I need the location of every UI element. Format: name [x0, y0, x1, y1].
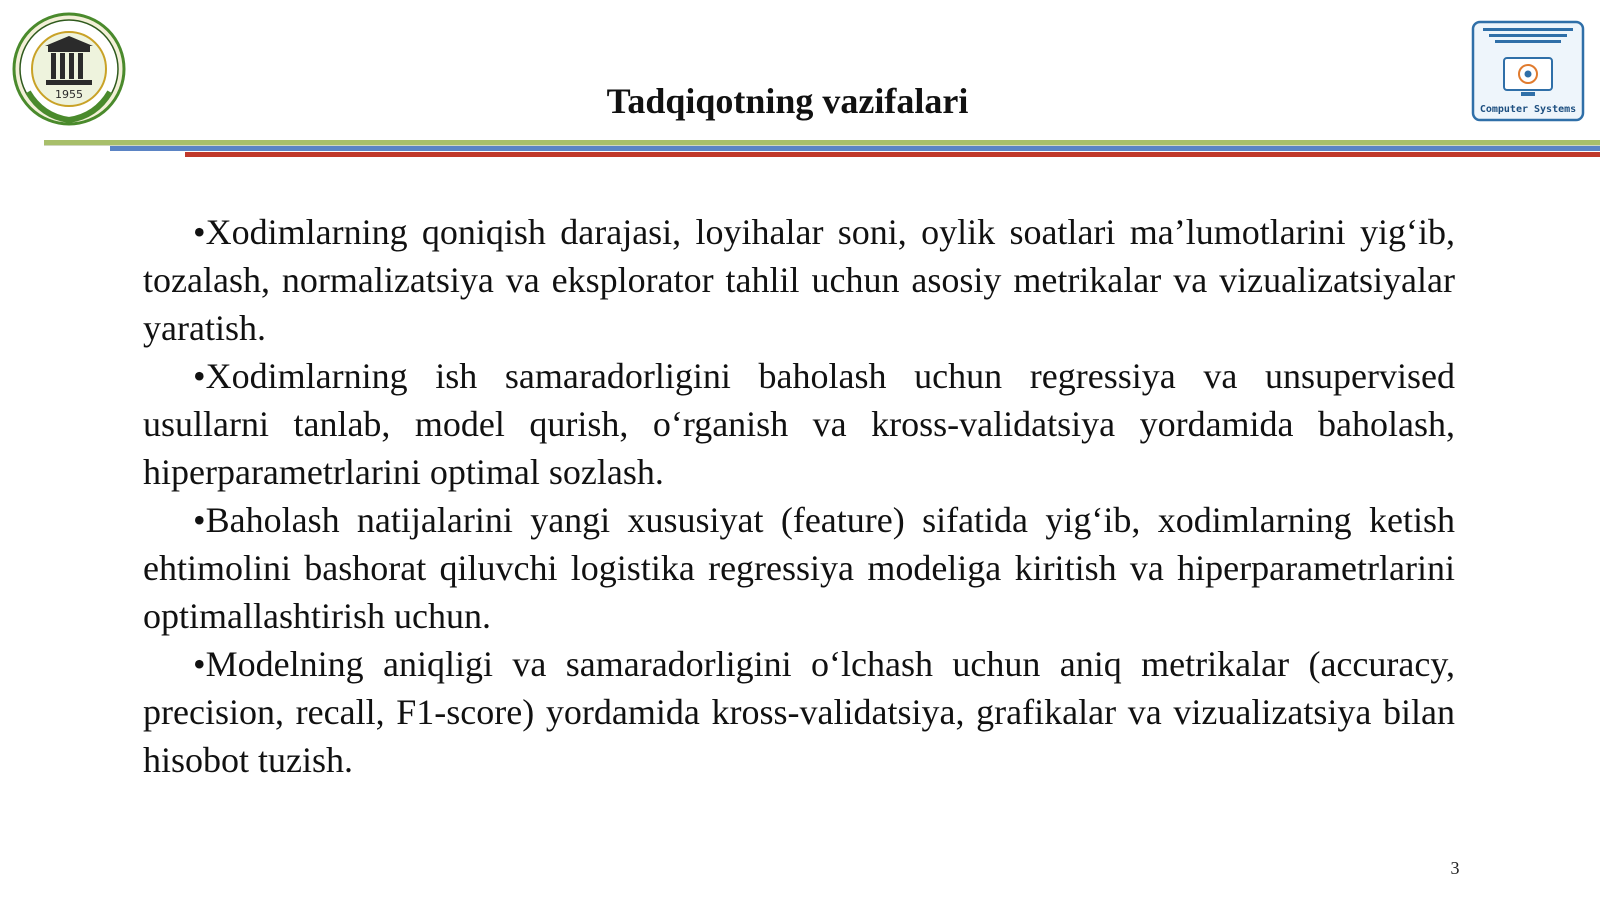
bullet-icon: • [193, 500, 206, 540]
list-item [143, 352, 1455, 496]
list-item [143, 496, 1455, 640]
computer-systems-logo-icon [1471, 20, 1587, 124]
bullet-icon: • [193, 356, 206, 396]
seal-year: 1955 [55, 88, 83, 101]
list-item [143, 640, 1455, 784]
header-divider [0, 138, 1600, 168]
bullet-icon: • [193, 644, 206, 684]
list-item-text: Xodimlarning ish samaradorligini baholash uchun regressiya va unsupervised usullarni tanlab, model qurish, o‘rganish va kross-validatsiya yordamida baholash, hiperparametrlarini optimal sozlash. [143, 356, 1455, 492]
bullet-icon: • [193, 212, 206, 252]
slide-title: Tadqiqotning vazifalari [606, 81, 969, 121]
department-logo [1471, 20, 1587, 124]
list-item [143, 208, 1455, 352]
list-item-text: Modelning aniqligi va samaradorligini o‘lchash uchun aniq metrikalar (accuracy, precision, recall, F1-score) yordamida kross-validatsiya, grafikalar va vizualizatsiya bilan hisobot tuzish. [143, 644, 1455, 780]
list-item-text: Baholash natijalarini yangi xususiyat (feature) sifatida yig‘ib, xodimlarning ketish ehtimolini bashorat qiluvchi logistika regressiya modeliga kiritish va hiperparametrlarini optimallashtirish uchun. [143, 500, 1455, 636]
task-list [143, 208, 1455, 784]
logo-caption: Computer Systems [1479, 104, 1577, 115]
list-item-text: Xodimlarning qoniqish darajasi, loyihalar soni, oylik soatlari ma’lumotlarini yig‘ib, tozalash, normalizatsiya va eksplorator tahlil uchun asosiy metrikalar va vizualizatsiyalar yaratish. [143, 212, 1455, 348]
page-number: 3 [1450, 858, 1460, 878]
